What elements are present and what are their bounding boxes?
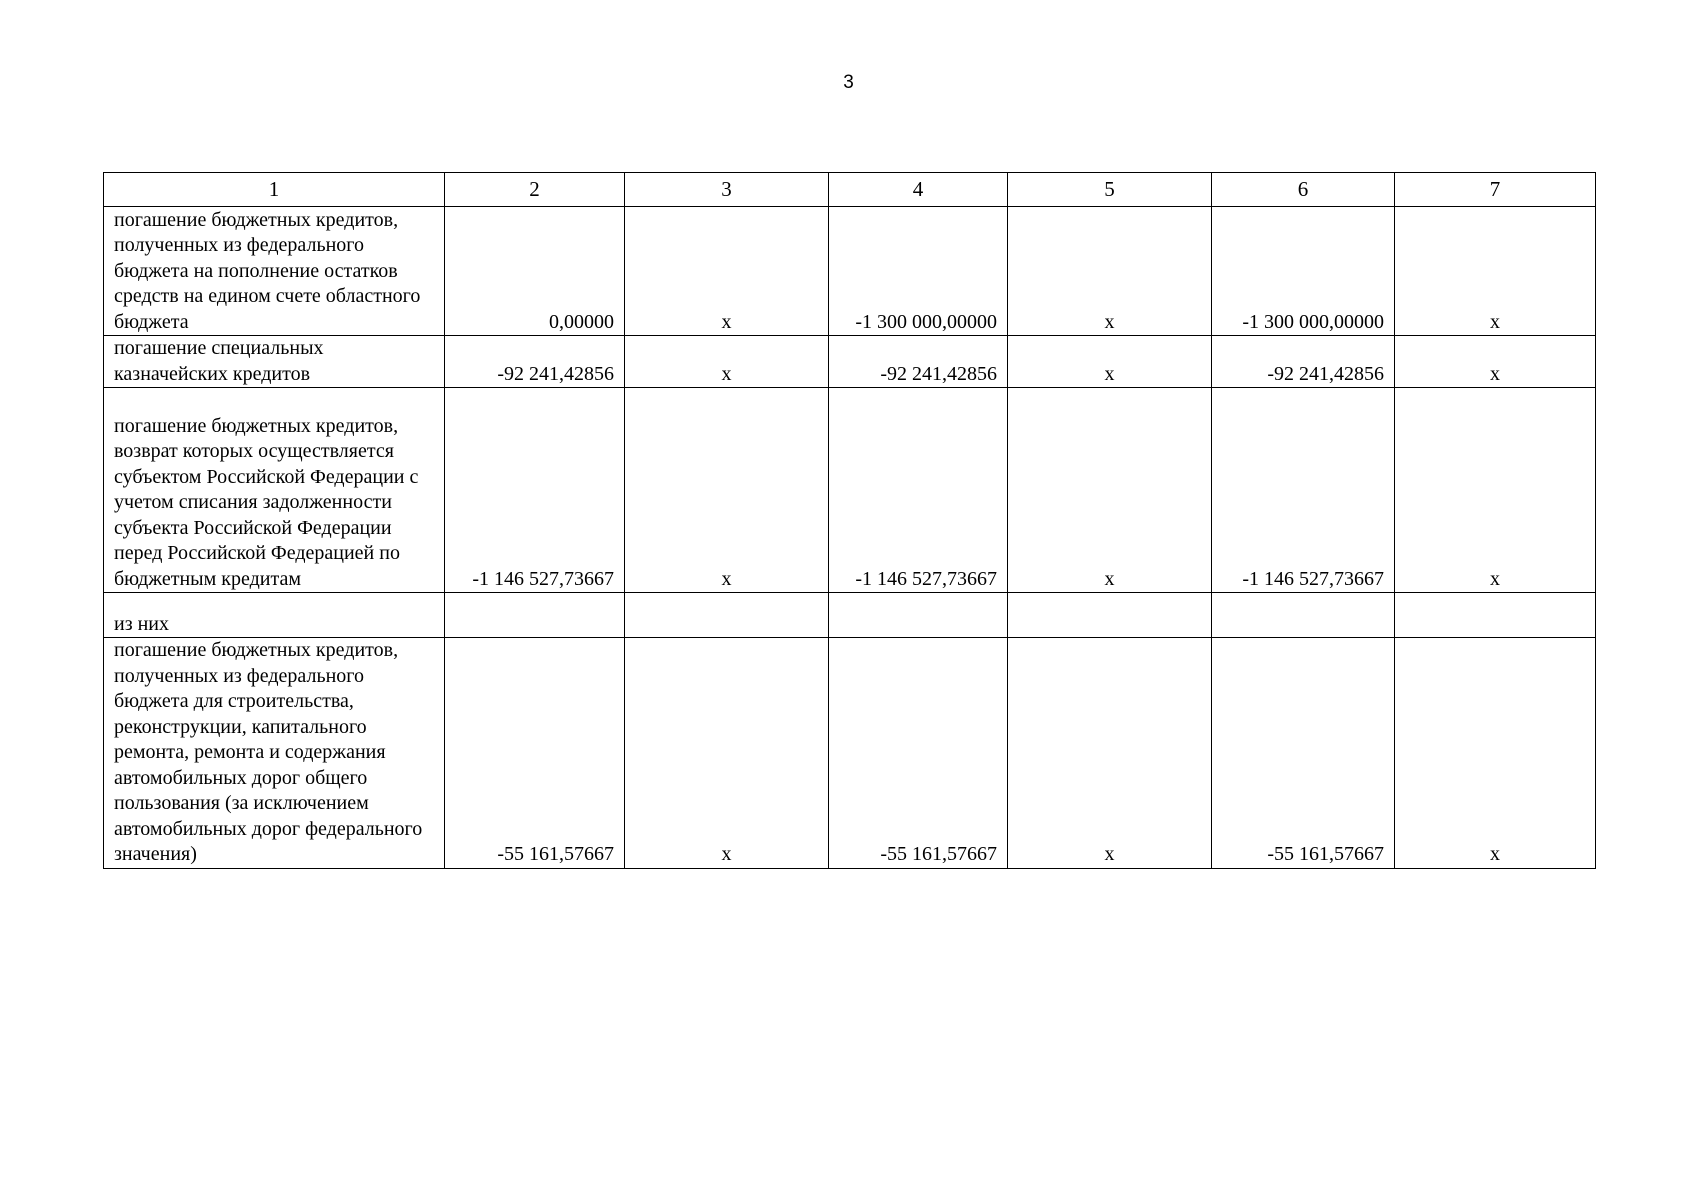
row-name: погашение бюджетных кредитов, полученных из федерального бюджета для строительства, реконструкции, капитального ремонта, ремонта и содержания автомобильных дорог общего пользования (за исключением автомобильных дорог федерального значения) — [104, 638, 445, 869]
cell-value: 0,00000 — [445, 207, 625, 336]
cell-value: х — [625, 207, 829, 336]
table-row — [104, 388, 1596, 593]
cell-value: -92 241,42856 — [829, 336, 1008, 388]
cell-value: х — [1395, 336, 1596, 388]
cell-value: -1 300 000,00000 — [1212, 207, 1395, 336]
budget-sources-table — [103, 172, 1596, 869]
column-header: 7 — [1395, 173, 1596, 207]
cell-value: х — [1395, 388, 1596, 593]
cell-value — [1212, 593, 1395, 638]
cell-value: -92 241,42856 — [445, 336, 625, 388]
cell-value: -55 161,57667 — [829, 638, 1008, 869]
table-row — [104, 593, 1596, 638]
cell-value — [445, 593, 625, 638]
cell-value: х — [1008, 207, 1212, 336]
column-header: 4 — [829, 173, 1008, 207]
column-header: 1 — [104, 173, 445, 207]
row-name: погашение специальных казначейских кредитов — [104, 336, 445, 388]
cell-value — [1395, 593, 1596, 638]
cell-value: -1 146 527,73667 — [829, 388, 1008, 593]
cell-value: х — [1395, 638, 1596, 869]
cell-value: -55 161,57667 — [1212, 638, 1395, 869]
cell-value: х — [625, 336, 829, 388]
cell-value: х — [1008, 388, 1212, 593]
cell-value: -1 300 000,00000 — [829, 207, 1008, 336]
table-row — [104, 207, 1596, 336]
column-header: 5 — [1008, 173, 1212, 207]
column-header: 3 — [625, 173, 829, 207]
cell-value: х — [1008, 638, 1212, 869]
cell-value: х — [625, 638, 829, 869]
cell-value: -92 241,42856 — [1212, 336, 1395, 388]
cell-value: -1 146 527,73667 — [445, 388, 625, 593]
cell-value: х — [1395, 207, 1596, 336]
row-name: из них — [104, 593, 445, 638]
cell-value: х — [1008, 336, 1212, 388]
row-name: погашение бюджетных кредитов, возврат которых осуществляется субъектом Российской Федерации с учетом списания задолженности субъекта Российской Федерации перед Российской Федерацией по бюджетным кредитам — [104, 388, 445, 593]
cell-value — [1008, 593, 1212, 638]
cell-value: х — [625, 388, 829, 593]
row-name: погашение бюджетных кредитов, полученных из федерального бюджета на пополнение остатков средств на едином счете областного бюджета — [104, 207, 445, 336]
cell-value: -55 161,57667 — [445, 638, 625, 869]
cell-value — [829, 593, 1008, 638]
page-number: 3 — [843, 72, 854, 93]
column-header: 6 — [1212, 173, 1395, 207]
cell-value — [625, 593, 829, 638]
column-header: 2 — [445, 173, 625, 207]
table-header-row — [104, 173, 1596, 207]
table-row — [104, 638, 1596, 869]
table-row — [104, 336, 1596, 388]
cell-value: -1 146 527,73667 — [1212, 388, 1395, 593]
